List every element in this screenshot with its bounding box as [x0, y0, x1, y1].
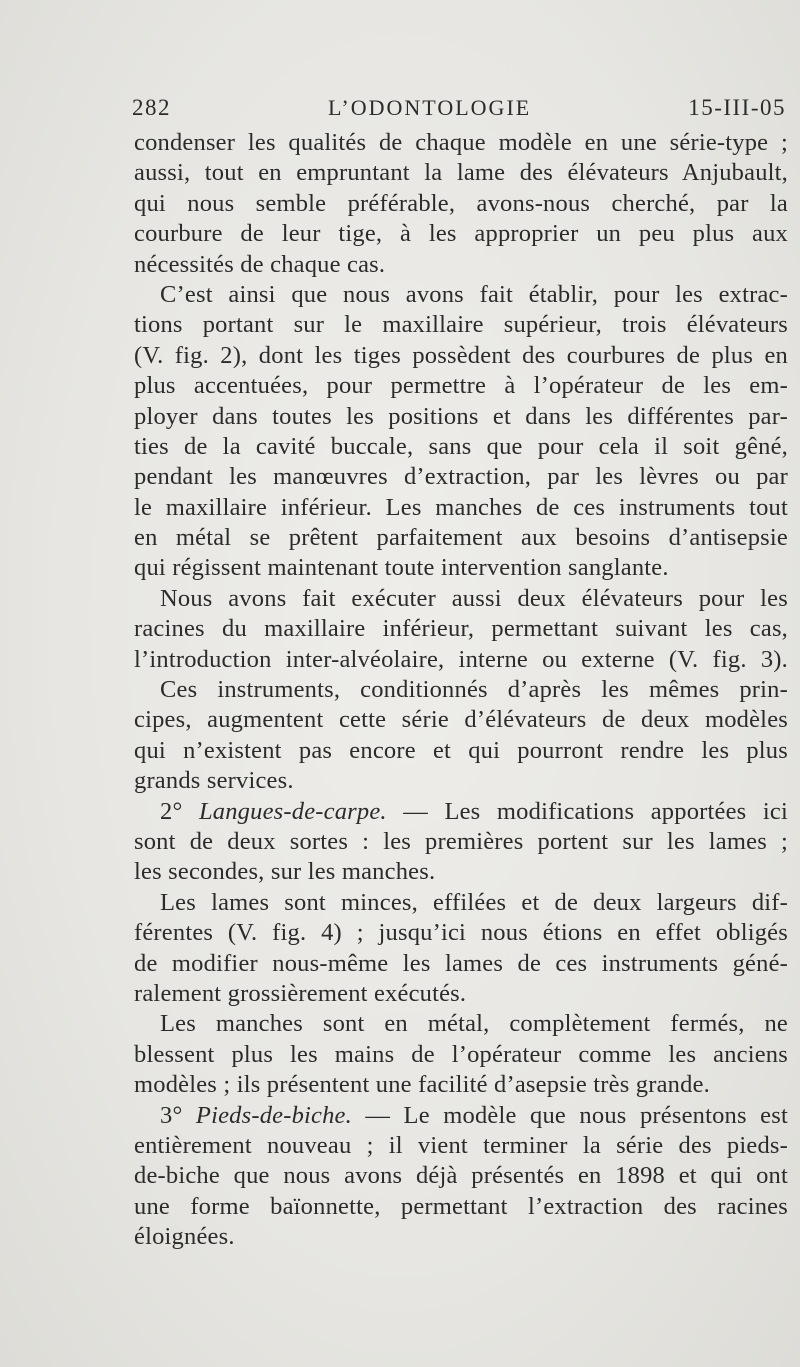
running-title: L’ODONTOLOGIE [328, 95, 532, 120]
line-text: ralement grossièrement exécutés. [134, 979, 467, 1007]
text-line [134, 705, 788, 735]
text-line [134, 1131, 788, 1161]
text-line [134, 1101, 788, 1131]
text-line [134, 493, 788, 523]
text-line [134, 341, 788, 371]
text-line [134, 797, 788, 827]
line-text: Les manches sont en métal, complètement fermés, ne [160, 1010, 788, 1038]
issue-date: 15-III-05 [688, 95, 786, 120]
line-text: racines du maxillaire inférieur, permettant suivant les cas, [134, 615, 788, 643]
line-text: les secondes, sur les manches. [134, 858, 436, 886]
line-text: de-biche que nous avons déjà présentés en 1898 et qui ont [134, 1162, 788, 1190]
text-line [134, 736, 788, 766]
text-line [134, 250, 788, 280]
text-line [134, 979, 788, 1009]
line-text: en métal se prêtent parfaitement aux besoins d’antisepsie [134, 524, 788, 552]
line-text: grands services. [134, 767, 294, 795]
text-line [134, 1070, 788, 1100]
line-text: le maxillaire inférieur. Les manches de ces instruments tout [134, 493, 788, 521]
line-text: l’introduction inter-alvéolaire, interne ou externe (V. fig. 3). [134, 645, 788, 673]
text-line [134, 584, 788, 614]
text-line [134, 402, 788, 432]
line-text: — Le modèle que nous présentons est [351, 1101, 789, 1129]
line-text: une forme baïonnette, permettant l’extraction des racines [134, 1192, 788, 1220]
text-line [134, 189, 788, 219]
text-line [134, 432, 788, 462]
text-line [134, 1222, 788, 1252]
line-text: Nous avons fait exécuter aussi deux élévateurs pour les [160, 584, 788, 612]
line-text: éloignées. [134, 1223, 235, 1251]
text-line [134, 1192, 788, 1222]
text-line [134, 949, 788, 979]
section-heading: Langues-de-carpe. [198, 797, 387, 825]
line-text: ties de la cavité buccale, sans que pour cela il soit gêné, [134, 432, 788, 460]
line-text: — Les modifications apportées ici [386, 797, 788, 825]
text-line [134, 675, 788, 705]
text-line [134, 128, 788, 158]
text-line [134, 219, 788, 249]
line-text: tions portant sur le maxillaire supérieur, trois élévateurs [134, 311, 788, 339]
line-text: qui régissent maintenant toute intervention sanglante. [134, 554, 669, 582]
line-text: courbure de leur tige, à les approprier un peu plus aux [134, 220, 788, 248]
line-text: férentes (V. fig. 4) ; jusqu’ici nous étions en effet obligés [134, 919, 788, 947]
body-text [134, 128, 788, 1252]
text-line [134, 827, 788, 857]
text-line [134, 371, 788, 401]
text-line [134, 766, 788, 796]
section-number: 3° [160, 1101, 196, 1129]
line-text: qui nous semble préférable, avons-nous cherché, par la [134, 189, 788, 217]
line-text: sont de deux sortes : les premières portent sur les lames ; [134, 827, 788, 855]
text-line [134, 614, 788, 644]
line-text: cipes, augmentent cette série d’élévateurs de deux modèles [134, 706, 788, 734]
text-line [134, 280, 788, 310]
line-text: qui n’existent pas encore et qui pourront rendre les plus [134, 736, 788, 764]
line-text: blessent plus les mains de l’opérateur comme les anciens [134, 1040, 788, 1068]
line-text: (V. fig. 2), dont les tiges possèdent des courbures de plus en [134, 341, 788, 369]
line-text: Les lames sont minces, effilées et de deux largeurs dif- [160, 888, 788, 916]
line-text: C’est ainsi que nous avons fait établir, pour les extrac- [160, 280, 788, 308]
line-text: de modifier nous-même les lames de ces instruments géné- [134, 949, 788, 977]
line-text: aussi, tout en empruntant la lame des élévateurs Anjubault, [134, 159, 788, 187]
text-line [134, 462, 788, 492]
text-line [134, 1040, 788, 1070]
line-text: nécessités de chaque cas. [134, 250, 386, 278]
line-text: condenser les qualités de chaque modèle en une série-type ; [134, 129, 788, 156]
text-line [134, 310, 788, 340]
line-text: Ces instruments, conditionnés d’après les mêmes prin- [160, 676, 788, 704]
text-line [134, 888, 788, 918]
line-text: plus accentuées, pour permettre à l’opérateur de les em- [134, 372, 788, 400]
text-line [134, 553, 788, 583]
line-text: entièrement nouveau ; il vient terminer la série des pieds- [134, 1131, 788, 1159]
text-line [134, 918, 788, 948]
text-line [134, 1161, 788, 1191]
text-line [134, 645, 788, 675]
section-heading: Pieds-de-biche. [195, 1101, 352, 1129]
page-number: 282 [132, 95, 171, 120]
text-line [134, 1009, 788, 1039]
line-text: pendant les manœuvres d’extraction, par les lèvres ou par [134, 463, 788, 491]
line-text: ployer dans toutes les positions et dans les différentes par- [134, 402, 788, 430]
text-line [134, 158, 788, 188]
line-text: modèles ; ils présentent une facilité d’asepsie très grande. [134, 1071, 710, 1099]
text-line [134, 523, 788, 553]
section-number: 2° [160, 797, 199, 825]
text-line [134, 857, 788, 887]
